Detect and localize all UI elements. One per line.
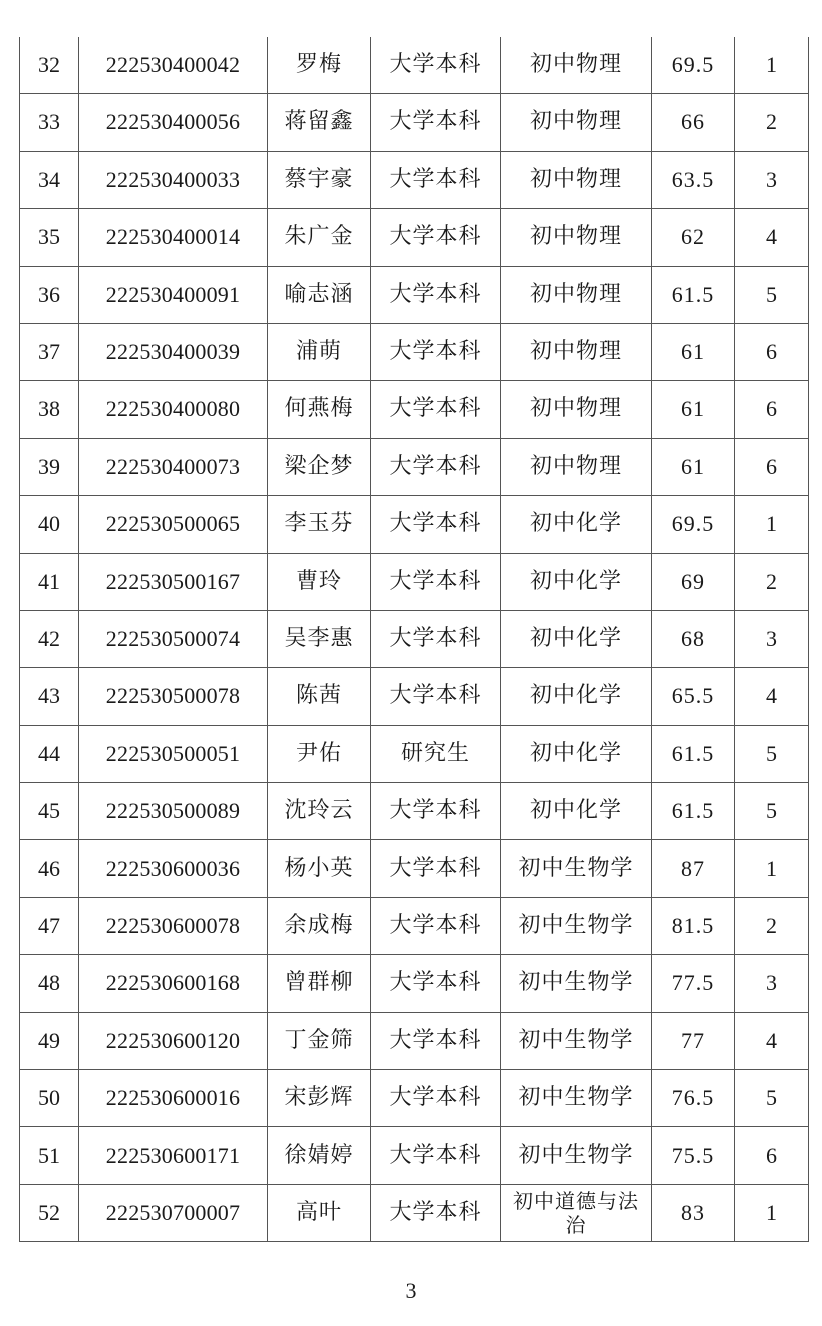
cell-education: 大学本科 [371,496,501,553]
cell-candidate-name: 宋彭辉 [268,1070,371,1127]
results-table-body [20,37,809,1242]
cell-candidate-name: 朱广金 [268,209,371,266]
cell-exam-id: 222530600171 [79,1127,268,1184]
cell-subject: 初中生物学 [501,955,652,1012]
cell-exam-id: 222530700007 [79,1184,268,1241]
cell-serial-number: 36 [20,266,79,323]
table-row [20,323,809,380]
cell-exam-id: 222530500078 [79,668,268,725]
cell-rank: 4 [735,668,809,725]
cell-subject: 初中化学 [501,610,652,667]
cell-rank: 1 [735,37,809,94]
cell-education: 大学本科 [371,668,501,725]
cell-education: 大学本科 [371,610,501,667]
table-row [20,438,809,495]
cell-rank: 5 [735,725,809,782]
cell-serial-number: 42 [20,610,79,667]
cell-serial-number: 37 [20,323,79,380]
cell-exam-id: 222530400039 [79,323,268,380]
cell-exam-id: 222530600078 [79,897,268,954]
cell-subject: 初中物理 [501,381,652,438]
cell-serial-number: 48 [20,955,79,1012]
cell-score: 77 [652,1012,735,1069]
cell-candidate-name: 蔡宇豪 [268,151,371,208]
cell-rank: 1 [735,840,809,897]
cell-education: 大学本科 [371,1012,501,1069]
cell-exam-id: 222530500065 [79,496,268,553]
cell-rank: 1 [735,496,809,553]
cell-exam-id: 222530400042 [79,37,268,94]
cell-candidate-name: 杨小英 [268,840,371,897]
cell-exam-id: 222530500074 [79,610,268,667]
cell-rank: 3 [735,955,809,1012]
cell-serial-number: 38 [20,381,79,438]
cell-education: 大学本科 [371,94,501,151]
cell-education: 大学本科 [371,209,501,266]
cell-score: 61 [652,323,735,380]
cell-exam-id: 222530500089 [79,783,268,840]
cell-score: 87 [652,840,735,897]
cell-education: 研究生 [371,725,501,782]
cell-subject: 初中化学 [501,496,652,553]
cell-rank: 3 [735,610,809,667]
cell-education: 大学本科 [371,266,501,323]
cell-rank: 5 [735,266,809,323]
cell-education: 大学本科 [371,783,501,840]
cell-score: 66 [652,94,735,151]
cell-candidate-name: 曹玲 [268,553,371,610]
cell-score: 68 [652,610,735,667]
cell-education: 大学本科 [371,553,501,610]
cell-education: 大学本科 [371,897,501,954]
cell-education: 大学本科 [371,955,501,1012]
cell-candidate-name: 李玉芬 [268,496,371,553]
table-row [20,897,809,954]
cell-serial-number: 32 [20,37,79,94]
cell-serial-number: 47 [20,897,79,954]
cell-score: 69.5 [652,496,735,553]
cell-subject: 初中物理 [501,94,652,151]
cell-candidate-name: 高叶 [268,1184,371,1241]
cell-score: 76.5 [652,1070,735,1127]
cell-candidate-name: 沈玲云 [268,783,371,840]
cell-education: 大学本科 [371,438,501,495]
cell-education: 大学本科 [371,1070,501,1127]
cell-candidate-name: 何燕梅 [268,381,371,438]
cell-candidate-name: 曾群柳 [268,955,371,1012]
table-row [20,840,809,897]
cell-score: 61.5 [652,266,735,323]
table-row [20,553,809,610]
cell-education: 大学本科 [371,37,501,94]
cell-exam-id: 222530500167 [79,553,268,610]
cell-rank: 4 [735,209,809,266]
cell-education: 大学本科 [371,840,501,897]
cell-exam-id: 222530600016 [79,1070,268,1127]
cell-subject: 初中生物学 [501,1012,652,1069]
cell-rank: 6 [735,438,809,495]
cell-rank: 6 [735,323,809,380]
cell-rank: 5 [735,783,809,840]
cell-rank: 6 [735,1127,809,1184]
cell-serial-number: 39 [20,438,79,495]
page-number: 3 [405,1278,417,1303]
cell-exam-id: 222530600168 [79,955,268,1012]
cell-education: 大学本科 [371,1184,501,1241]
cell-exam-id: 222530400073 [79,438,268,495]
cell-serial-number: 33 [20,94,79,151]
cell-serial-number: 34 [20,151,79,208]
table-row [20,266,809,323]
table-row [20,37,809,94]
cell-candidate-name: 罗梅 [268,37,371,94]
cell-rank: 2 [735,553,809,610]
table-row [20,1070,809,1127]
cell-education: 大学本科 [371,323,501,380]
cell-candidate-name: 蒋留鑫 [268,94,371,151]
cell-subject: 初中化学 [501,725,652,782]
table-row [20,94,809,151]
cell-rank: 6 [735,381,809,438]
cell-candidate-name: 徐婧婷 [268,1127,371,1184]
cell-education: 大学本科 [371,1127,501,1184]
cell-rank: 2 [735,94,809,151]
table-row [20,610,809,667]
cell-exam-id: 222530400080 [79,381,268,438]
cell-subject: 初中道德与法治 [501,1184,652,1241]
cell-subject: 初中化学 [501,553,652,610]
cell-serial-number: 45 [20,783,79,840]
cell-subject: 初中物理 [501,266,652,323]
cell-serial-number: 35 [20,209,79,266]
results-table-container [19,37,801,1242]
cell-score: 61.5 [652,725,735,782]
cell-exam-id: 222530600120 [79,1012,268,1069]
cell-serial-number: 41 [20,553,79,610]
table-row [20,151,809,208]
cell-serial-number: 40 [20,496,79,553]
cell-subject: 初中物理 [501,209,652,266]
cell-score: 63.5 [652,151,735,208]
cell-exam-id: 222530400091 [79,266,268,323]
cell-candidate-name: 吴李惠 [268,610,371,667]
table-row [20,209,809,266]
cell-rank: 2 [735,897,809,954]
table-row [20,783,809,840]
cell-serial-number: 50 [20,1070,79,1127]
cell-serial-number: 52 [20,1184,79,1241]
table-row [20,496,809,553]
results-table [19,37,809,1242]
cell-exam-id: 222530400056 [79,94,268,151]
cell-subject: 初中物理 [501,151,652,208]
cell-subject: 初中生物学 [501,840,652,897]
cell-serial-number: 49 [20,1012,79,1069]
cell-subject: 初中生物学 [501,1070,652,1127]
cell-score: 62 [652,209,735,266]
cell-subject: 初中生物学 [501,1127,652,1184]
cell-subject: 初中物理 [501,37,652,94]
table-row [20,668,809,725]
table-row [20,1127,809,1184]
table-row [20,955,809,1012]
cell-candidate-name: 陈茜 [268,668,371,725]
cell-candidate-name: 喻志涵 [268,266,371,323]
cell-score: 81.5 [652,897,735,954]
cell-score: 83 [652,1184,735,1241]
cell-candidate-name: 浦萌 [268,323,371,380]
cell-rank: 5 [735,1070,809,1127]
cell-candidate-name: 丁金筛 [268,1012,371,1069]
cell-serial-number: 46 [20,840,79,897]
cell-education: 大学本科 [371,151,501,208]
cell-subject: 初中物理 [501,323,652,380]
table-row [20,1012,809,1069]
cell-score: 75.5 [652,1127,735,1184]
cell-exam-id: 222530600036 [79,840,268,897]
cell-score: 69.5 [652,37,735,94]
cell-score: 69 [652,553,735,610]
cell-subject: 初中化学 [501,668,652,725]
cell-score: 61 [652,381,735,438]
cell-score: 77.5 [652,955,735,1012]
cell-candidate-name: 尹佑 [268,725,371,782]
cell-education: 大学本科 [371,381,501,438]
table-row [20,381,809,438]
cell-rank: 1 [735,1184,809,1241]
cell-exam-id: 222530400033 [79,151,268,208]
cell-exam-id: 222530500051 [79,725,268,782]
cell-subject: 初中生物学 [501,897,652,954]
cell-exam-id: 222530400014 [79,209,268,266]
cell-serial-number: 51 [20,1127,79,1184]
cell-score: 65.5 [652,668,735,725]
cell-rank: 3 [735,151,809,208]
cell-score: 61.5 [652,783,735,840]
cell-subject: 初中物理 [501,438,652,495]
cell-candidate-name: 余成梅 [268,897,371,954]
cell-score: 61 [652,438,735,495]
cell-serial-number: 44 [20,725,79,782]
cell-candidate-name: 梁企梦 [268,438,371,495]
table-row [20,1184,809,1241]
table-row [20,725,809,782]
cell-subject: 初中化学 [501,783,652,840]
cell-rank: 4 [735,1012,809,1069]
cell-serial-number: 43 [20,668,79,725]
